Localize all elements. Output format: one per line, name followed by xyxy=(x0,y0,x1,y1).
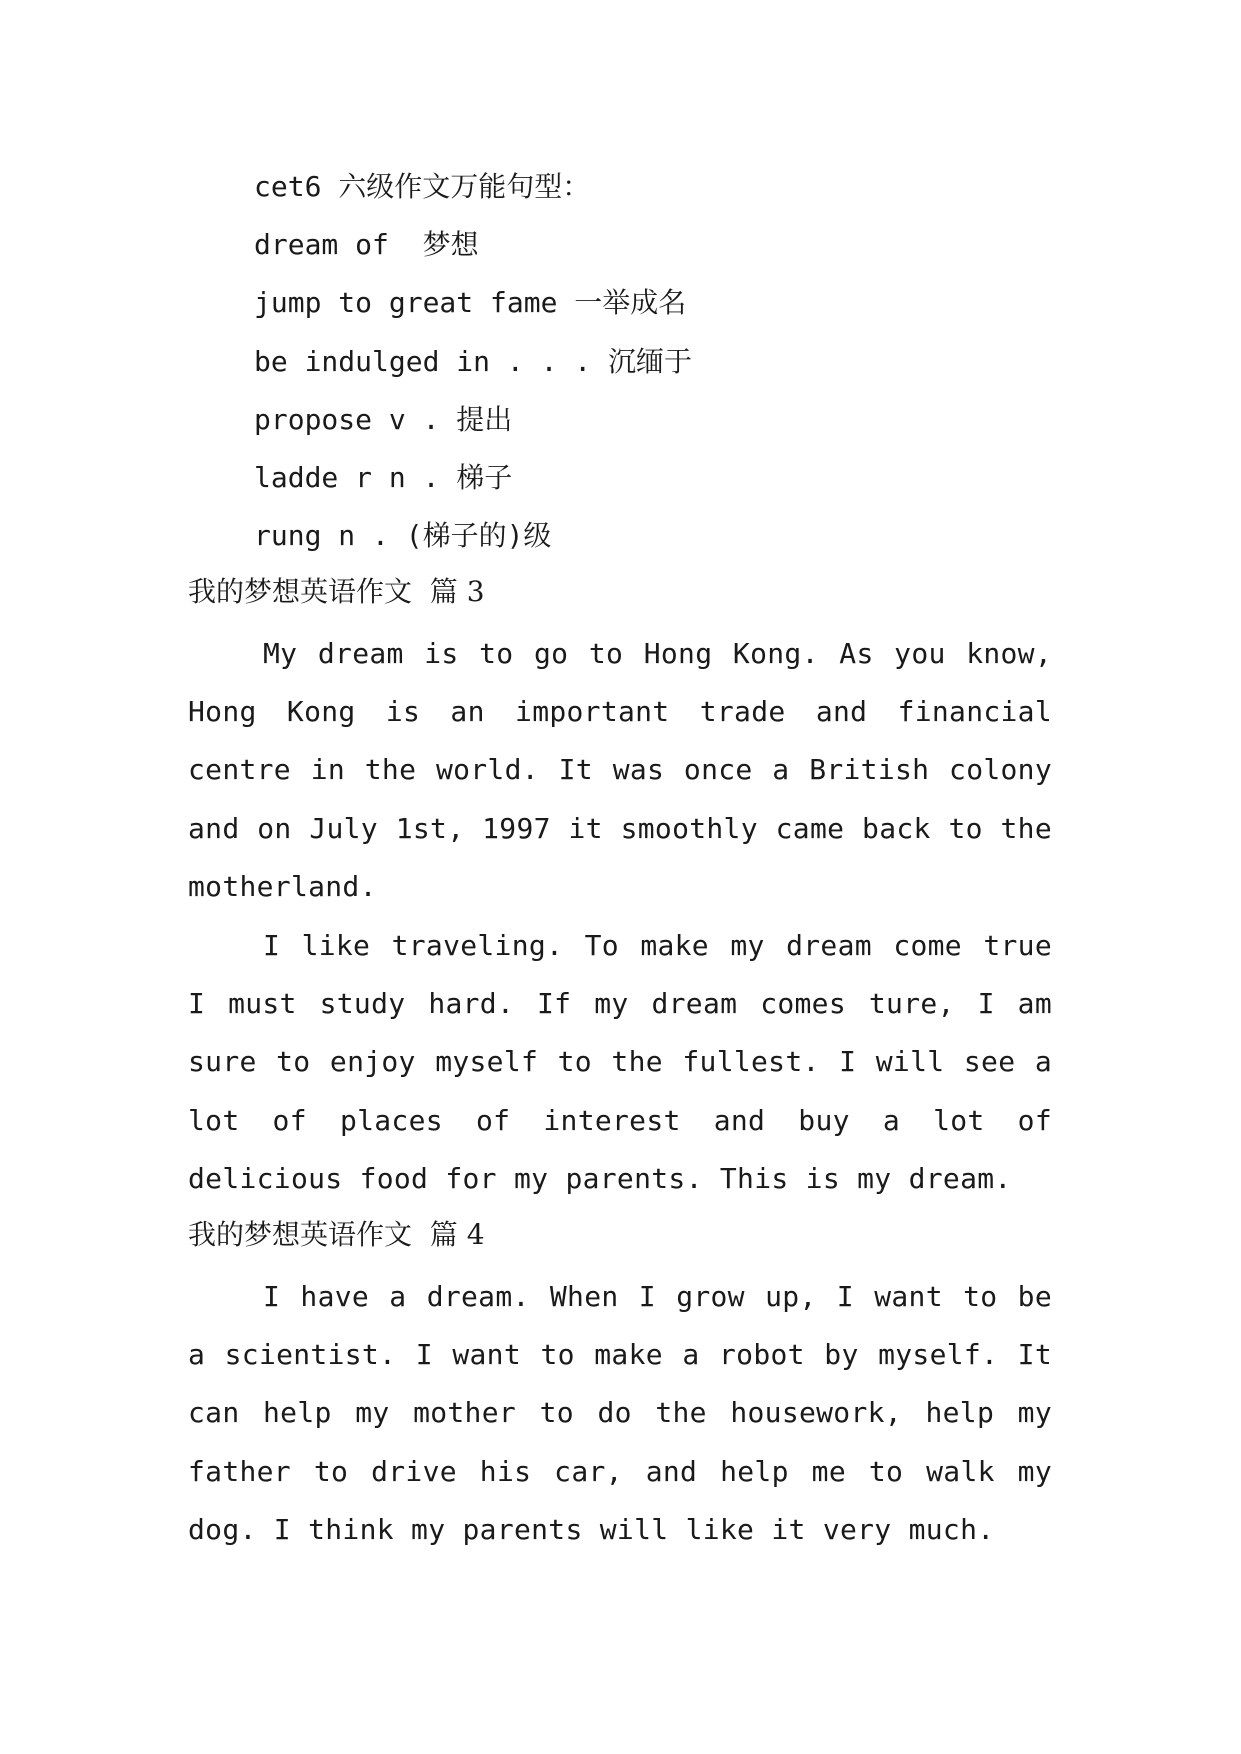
vocab-item: ladde r n . 梯子 xyxy=(254,460,513,494)
section-4-heading: 我的梦想英语作文 篇 4 xyxy=(188,1218,485,1251)
section-3-heading: 我的梦想英语作文 篇 3 xyxy=(188,575,485,608)
vocab-item: rung n . (梯子的)级 xyxy=(254,519,552,553)
vocab-item: propose v . 提出 xyxy=(254,402,513,436)
section-3-paragraph-1: My dream is to go to Hong Kong. As you know, Hong Kong is an important trade and financial centre in the world. It was once a British colony and on July 1st, 1997 it smoothly came back to the motherland. xyxy=(188,637,1052,903)
vocab-item: be indulged in . . . 沉缅于 xyxy=(254,344,693,378)
vocab-list xyxy=(254,158,692,565)
vocab-item: dream of 梦想 xyxy=(254,228,479,262)
section-3-paragraph-2: I like traveling. To make my dream come true I must study hard. If my dream comes ture, I am sure to enjoy myself to the fullest. I will see a lot of places of interest and buy a lot of delicious food for my parents. This is my dream. xyxy=(188,929,1052,1195)
vocab-item: jump to great fame 一举成名 xyxy=(254,286,687,320)
vocab-item: cet6 六级作文万能句型： xyxy=(254,170,591,203)
section-4-paragraph-1: I have a dream. When I grow up, I want to be a scientist. I want to make a robot by myself. It can help my mother to do the housework, help my father to drive his car, and help me to walk my dog. I think my parents will like it very much. xyxy=(188,1280,1052,1546)
